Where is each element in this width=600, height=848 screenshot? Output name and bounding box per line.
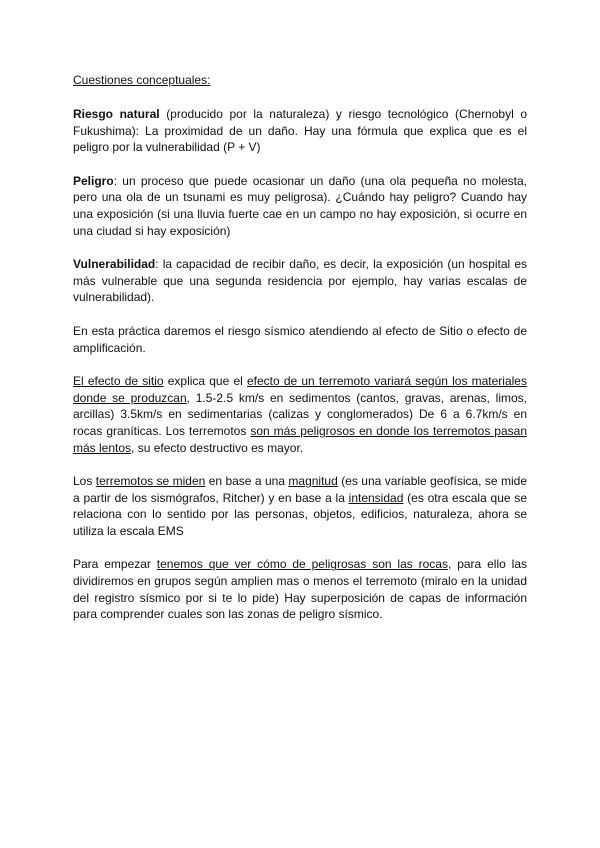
underline-rocas: tenemos que ver cómo de peligrosas son las rocas	[156, 557, 448, 572]
underline-magnitud: magnitud	[288, 474, 338, 489]
underline-intensidad: intensidad	[348, 490, 404, 505]
paragraph-efecto-sitio	[73, 373, 527, 456]
section-heading: Cuestiones conceptuales:	[73, 73, 211, 87]
term-riesgo-natural: Riesgo natural	[73, 107, 160, 121]
text-riesgo: (producido por la naturaleza) y riesgo tecnológico (Chernobyl o Fukushima): La proximidad de un daño. Hay una fórmula que explica que es el peligro por la vulnerabilidad (P + V)	[73, 107, 528, 155]
term-vulnerabilidad: Vulnerabilidad	[73, 257, 156, 272]
underline-efecto-terremoto: efecto de un terremoto variará según los materiales donde se produzcan	[73, 374, 527, 405]
text-emp-2: , para ello las dividiremos en grupos según amplien mas o menos el terremoto (miralo en la unidad del registro sísmico por si te lo pide) Hay superposición de capas de información para comprender cuales son las zonas de peligro sísmico.	[73, 557, 527, 622]
paragraph-peligro	[73, 173, 527, 239]
text-terr-2: en base a una	[205, 474, 289, 489]
text-peligro: : un proceso que puede ocasionar un daño (una ola pequeña no molesta, pero una ola de un tsunami es muy peligrosa). ¿Cuándo hay peligro? Cuando hay una exposición (si una lluvia fuerte cae en un campo no hay exposición, si ocurre en una ciudad si hay exposición)	[73, 173, 527, 238]
paragraph-practica	[73, 323, 527, 356]
term-peligro: Peligro	[73, 173, 114, 188]
text-efecto-3: , su efecto destructivo es mayor.	[131, 440, 304, 455]
text-terr-4: (es otra escala que se relaciona con lo sentido por las personas, objetos, edificios, naturaleza, ahora se utiliza la escala EMS	[73, 490, 527, 538]
text-efecto-1: explica que el	[163, 374, 247, 389]
paragraph-terremotos	[73, 473, 527, 539]
text-vulnerabilidad: : la capacidad de recibir daño, es decir, la exposición (un hospital es más vulnerable que una segunda residencia por ejemplo, hay varias escalas de vulnerabilidad).	[73, 257, 527, 305]
underline-terremotos-miden: terremotos se miden	[95, 474, 206, 489]
paragraph-empezar	[73, 556, 527, 622]
text-emp-1: Para empezar	[73, 557, 157, 572]
text-efecto-2: , 1.5-2.5 km/s en sedimentos (cantos, gravas, arenas, limos, arcillas) 3.5km/s en sedimentarias (calizas y conglomerados) De 6 a 6.7km/s en rocas graníticas. Los terremotos	[73, 390, 527, 438]
underline-mas-peligrosos: son más peligrosos en donde los terremotos pasan más lentos	[73, 423, 527, 455]
paragraph-vulnerabilidad	[73, 256, 527, 306]
underline-efecto-sitio: El efecto de sitio	[73, 374, 164, 389]
text-practica: En esta práctica daremos el riesgo sísmico atendiendo al efecto de Sitio o efecto de amplificación.	[73, 323, 527, 355]
paragraph-riesgo	[73, 106, 527, 156]
text-terr-1: Los	[73, 474, 96, 489]
text-terr-3: (es una variable geofísica, se mide a partir de los sismógrafos, Ritcher) y en base a la	[73, 474, 527, 505]
